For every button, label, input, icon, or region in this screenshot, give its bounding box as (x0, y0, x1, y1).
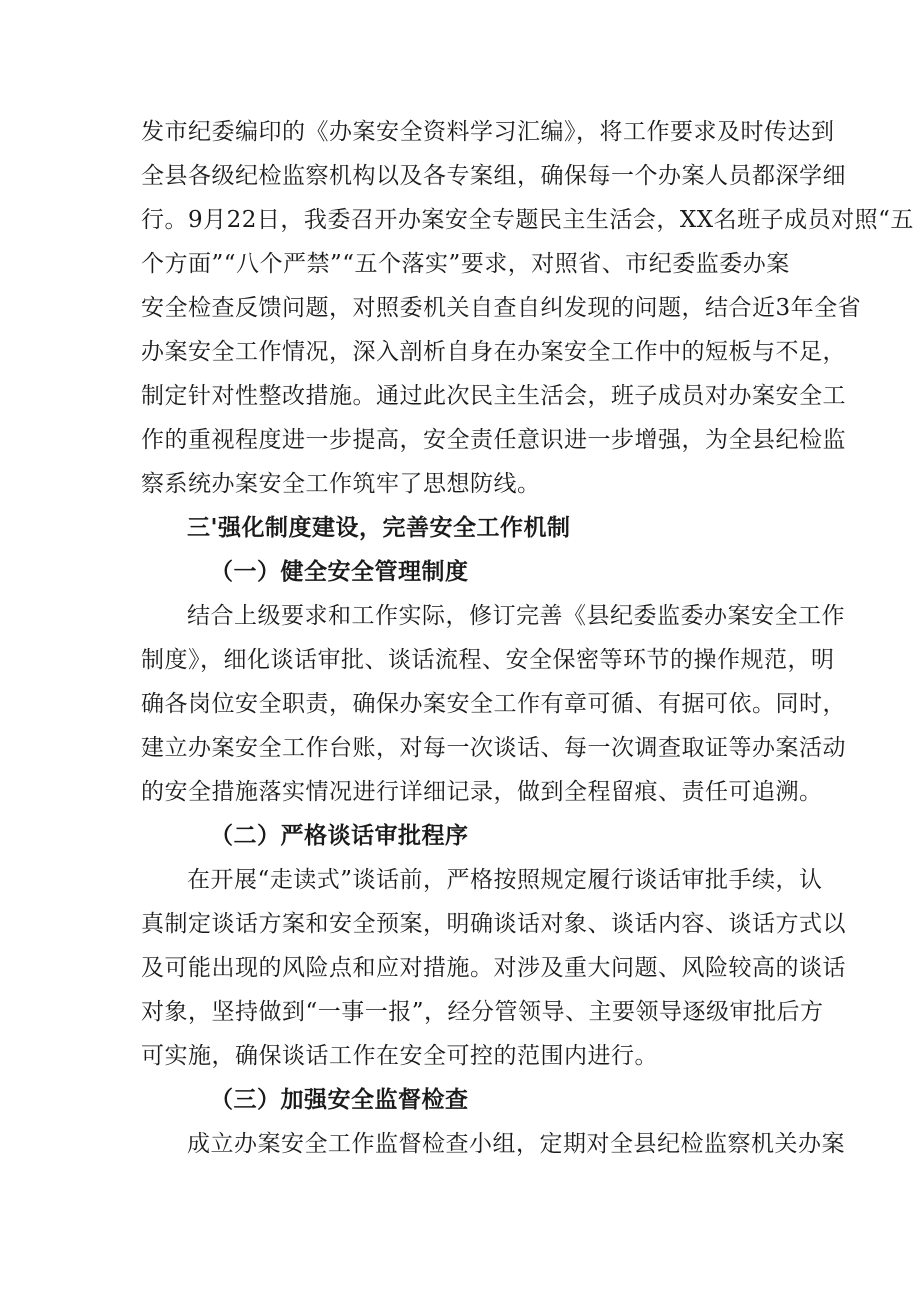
body-text-line: 结合上级要求和工作实际，修订完善《县纪委监委办案安全工作 (187, 603, 845, 629)
body-text-line: 办案安全工作情况，深入剖析自身在办案安全工作中的短板与不足， (141, 339, 846, 365)
body-text-line: 可实施，确保谈话工作在安全可控的范围内进行。 (141, 1043, 658, 1069)
body-text-line: 成立办案安全工作监督检查小组，定期对全县纪检监察机关办案 (187, 1131, 845, 1157)
body-text-line: 行。9月22日，我委召开办案安全专题民主生活会，XX名班子成员对照“五 (141, 207, 914, 233)
body-text-line: 察系统办案安全工作筑牢了思想防线。 (141, 471, 541, 497)
body-text-line: 及可能出现的风险点和应对措施。对涉及重大问题、风险较高的谈话 (141, 955, 846, 981)
body-text-line: 作的重视程度进一步提高，安全责任意识进一步增强，为全县纪检监 (141, 427, 846, 453)
body-text-line: 发市纪委编印的《办案安全资料学习汇编》，将工作要求及时传达到 (141, 119, 835, 145)
subsection-heading: （一）健全安全管理制度 (210, 558, 469, 585)
body-text-line: 在开展“走读式”谈话前，严格按照规定履行谈话审批手续，认 (187, 867, 823, 893)
body-text-line: 真制定谈话方案和安全预案，明确谈话对象、谈话内容、谈话方式以 (141, 911, 846, 937)
body-text-line: 建立办案安全工作台账，对每一次谈话、每一次调查取证等办案活动 (141, 735, 846, 761)
body-text-line: 确各岗位安全职责，确保办案安全工作有章可循、有据可依。同时， (141, 691, 846, 717)
body-text-line: 全县各级纪检监察机构以及各专案组，确保每一个办案人员都深学细 (141, 163, 846, 189)
subsection-heading: （二）严格谈话审批程序 (210, 822, 469, 849)
section-heading: 三'强化制度建设，完善安全工作机制 (187, 514, 571, 541)
body-text-line: 的安全措施落实情况进行详细记录，做到全程留痕、责任可追溯。 (141, 779, 823, 805)
body-text-line: 个方面”“八个严禁”“五个落实”要求，对照省、市纪委监委办案 (141, 251, 790, 277)
subsection-heading: （三）加强安全监督检查 (210, 1086, 469, 1113)
body-text-line: 制度》，细化谈话审批、谈话流程、安全保密等环节的操作规范，明 (141, 647, 835, 673)
body-text-line: 安全检查反馈问题，对照委机关自查自纠发现的问题，结合近3年全省 (141, 295, 862, 321)
body-text-line: 对象，坚持做到“一事一报”，经分管领导、主要领导逐级审批后方 (141, 999, 824, 1025)
body-text-line: 制定针对性整改措施。通过此次民主生活会，班子成员对办案安全工 (141, 383, 846, 409)
